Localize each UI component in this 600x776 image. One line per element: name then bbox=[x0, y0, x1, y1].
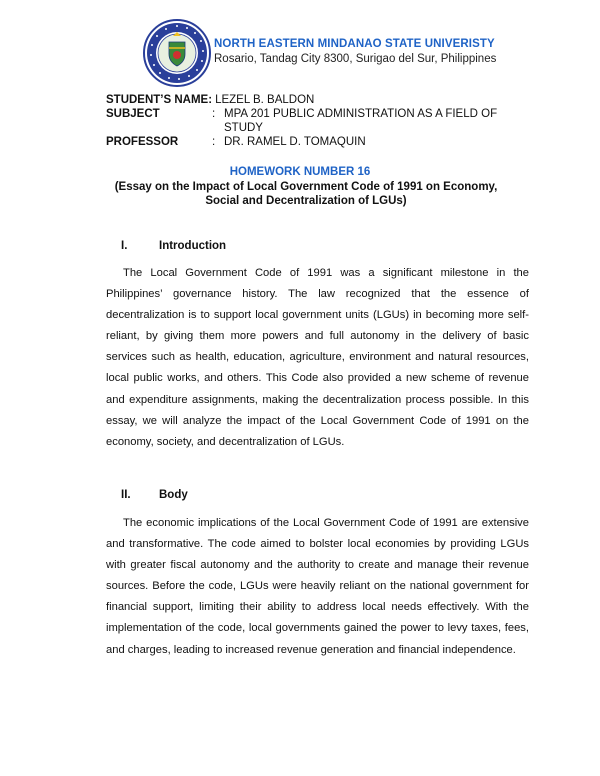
section-heading-body bbox=[121, 489, 188, 501]
professor-value: DR. RAMEL D. TOMAQUIN bbox=[224, 136, 366, 148]
student-name-row bbox=[106, 93, 506, 107]
professor-label: PROFESSOR bbox=[106, 136, 179, 148]
homework-title: HOMEWORK NUMBER 16 bbox=[229, 166, 371, 178]
introduction-paragraph: The Local Government Code of 1991 was a significant milestone in the Philippines’ governance history. The law recognized that the essence of decentralization is to support local government units (LGUs) in becoming more self-reliant, by giving them more powers and full autonomy in the delivery of basic services such as health, education, agriculture, environment and natural resources, local public works, and others. This Code also provided a new scheme of revenue and expenditure assignments, making the decentralization process possible. In this essay, we will analyze the impact of the Local Government Code of 1991 on the economy, society, and decentralization of LGUs. bbox=[106, 267, 529, 448]
subject-label: SUBJECT bbox=[106, 108, 160, 120]
student-info-block bbox=[106, 93, 506, 149]
section-title: Introduction bbox=[159, 240, 227, 252]
professor-colon: : bbox=[212, 136, 216, 148]
section-number: I. bbox=[121, 240, 128, 252]
subject-value: MPA 201 PUBLIC ADMINISTRATION AS A FIELD OF STUDY bbox=[224, 108, 498, 134]
university-address: Rosario, Tandag City 8300, Surigao del Sur, Philippines bbox=[214, 53, 497, 65]
section-number: II. bbox=[121, 489, 131, 501]
university-seal-icon bbox=[142, 18, 212, 88]
university-name: NORTH EASTERN MINDANAO STATE UNIVERISTY bbox=[214, 38, 495, 50]
professor-row bbox=[106, 135, 506, 149]
body-paragraph: The economic implications of the Local Government Code of 1991 are extensive and transformative. The code aimed to bolster local economies by providing LGUs with greater fiscal autonomy and the authority to create and manage their revenue sources. Before the code, LGUs were heavily reliant on the national government for financial support, limiting their ability to address local needs effectively. With the implementation of the code, local governments gained the power to levy taxes, fees, and charges, leading to increased revenue generation and financial independence. bbox=[106, 517, 529, 656]
subject-row bbox=[106, 107, 506, 135]
student-name-value: LEZEL B. BALDON bbox=[215, 94, 315, 106]
subject-colon: : bbox=[212, 108, 216, 120]
student-name-label: STUDENT’S NAME: bbox=[106, 94, 213, 106]
section-heading-introduction bbox=[121, 240, 226, 252]
homework-subtitle: (Essay on the Impact of Local Government Code of 1991 on Economy, Social and Decentralization of LGUs) bbox=[114, 181, 498, 207]
section-title: Body bbox=[159, 489, 188, 501]
